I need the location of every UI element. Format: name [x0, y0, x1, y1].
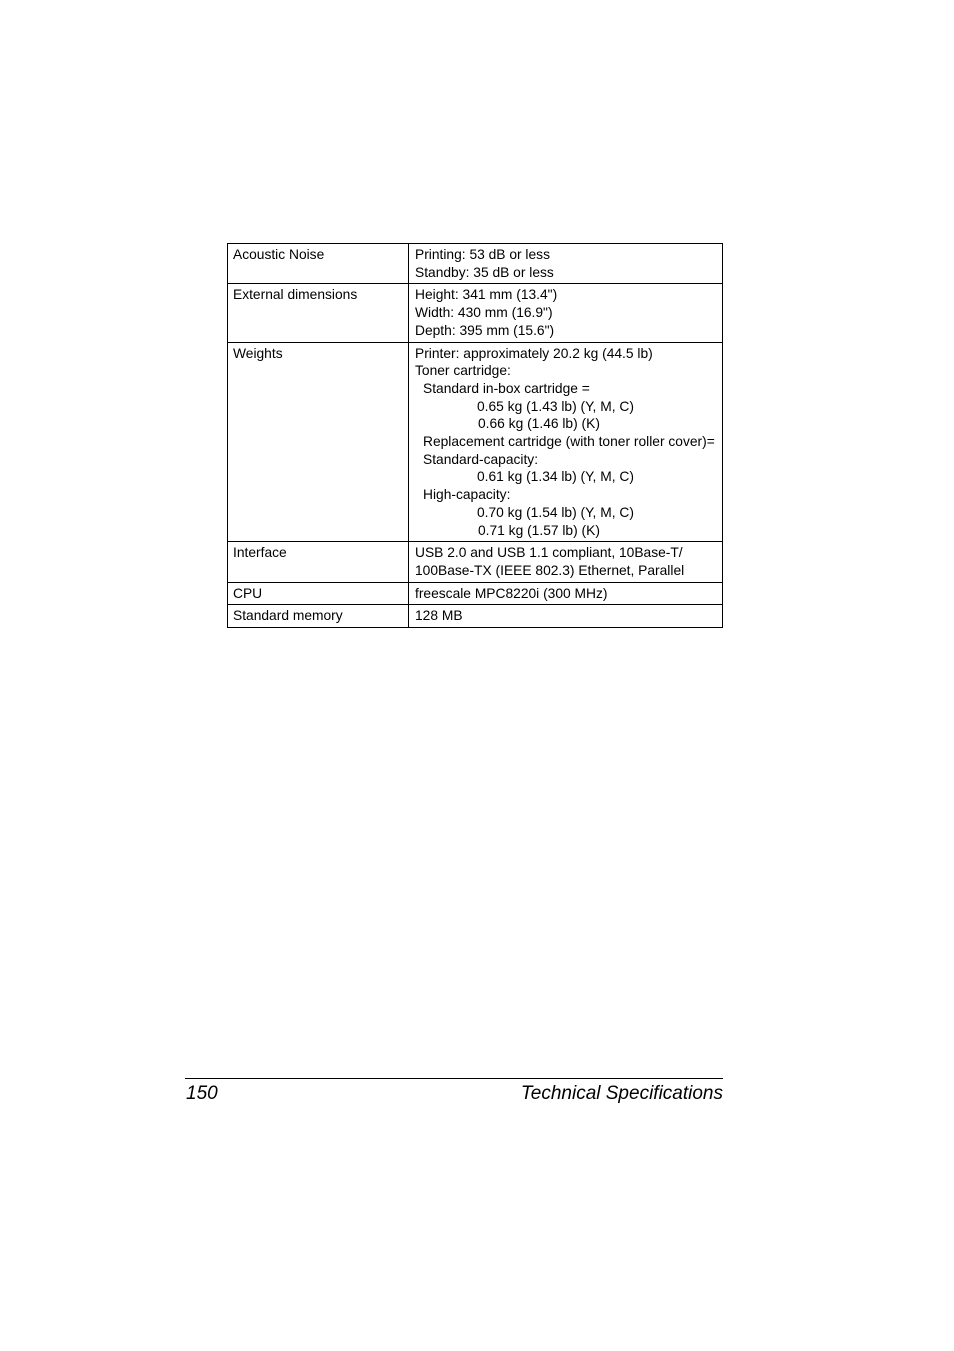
spec-line: Replacement cartridge (with toner roller cover)=: [423, 434, 715, 450]
spec-line: 128 MB: [415, 608, 463, 624]
footer-divider: [185, 1078, 723, 1079]
spec-value: [409, 542, 723, 582]
table-row: [228, 284, 723, 342]
spec-line: freescale MPC8220i (300 MHz): [415, 585, 608, 601]
spec-label: External dimensions: [228, 284, 409, 342]
spec-label: Standard memory: [228, 605, 409, 628]
spec-value: [409, 342, 723, 542]
table-row: [228, 582, 723, 605]
spec-line: Printing: 53 dB or less: [415, 247, 550, 262]
table-row: [228, 605, 723, 628]
spec-value: [409, 605, 723, 628]
spec-line: Printer: approximately 20.2 kg (44.5 lb): [415, 345, 653, 361]
spec-label: Interface: [228, 542, 409, 582]
spec-line: Standard in-box cartridge =: [423, 380, 590, 396]
spec-line: 0.70 kg (1.54 lb) (Y, M, C): [477, 504, 634, 520]
spec-line: USB 2.0 and USB 1.1 compliant, 10Base-T/: [415, 545, 683, 561]
spec-value: [409, 582, 723, 605]
spec-line: Standby: 35 dB or less: [415, 264, 554, 280]
spec-value: [409, 284, 723, 342]
spec-line: 0.71 kg (1.57 lb) (K): [478, 522, 600, 538]
spec-label: Acoustic Noise: [228, 244, 409, 284]
spec-line: 0.65 kg (1.43 lb) (Y, M, C): [477, 398, 634, 414]
spec-label: Weights: [228, 342, 409, 542]
spec-line: 0.61 kg (1.34 lb) (Y, M, C): [477, 469, 634, 485]
spec-label: CPU: [228, 582, 409, 605]
section-title: Technical Specifications: [520, 1083, 723, 1104]
table-row: [228, 542, 723, 582]
spec-line: 100Base-TX (IEEE 802.3) Ethernet, Parallel: [415, 562, 685, 578]
spec-value: [409, 244, 723, 284]
spec-line: Standard-capacity:: [423, 451, 539, 467]
spec-line: Depth: 395 mm (15.6"): [415, 322, 555, 338]
spec-line: 0.66 kg (1.46 lb) (K): [478, 416, 600, 432]
spec-table: [227, 243, 723, 628]
table-row: [228, 342, 723, 542]
spec-line: Width: 430 mm (16.9"): [415, 305, 553, 321]
spec-line: High-capacity:: [423, 487, 511, 503]
spec-line: Height: 341 mm (13.4"): [415, 287, 558, 303]
page-number: 150: [186, 1083, 218, 1104]
table-row: [228, 244, 723, 284]
spec-line: Toner cartridge:: [415, 363, 511, 379]
